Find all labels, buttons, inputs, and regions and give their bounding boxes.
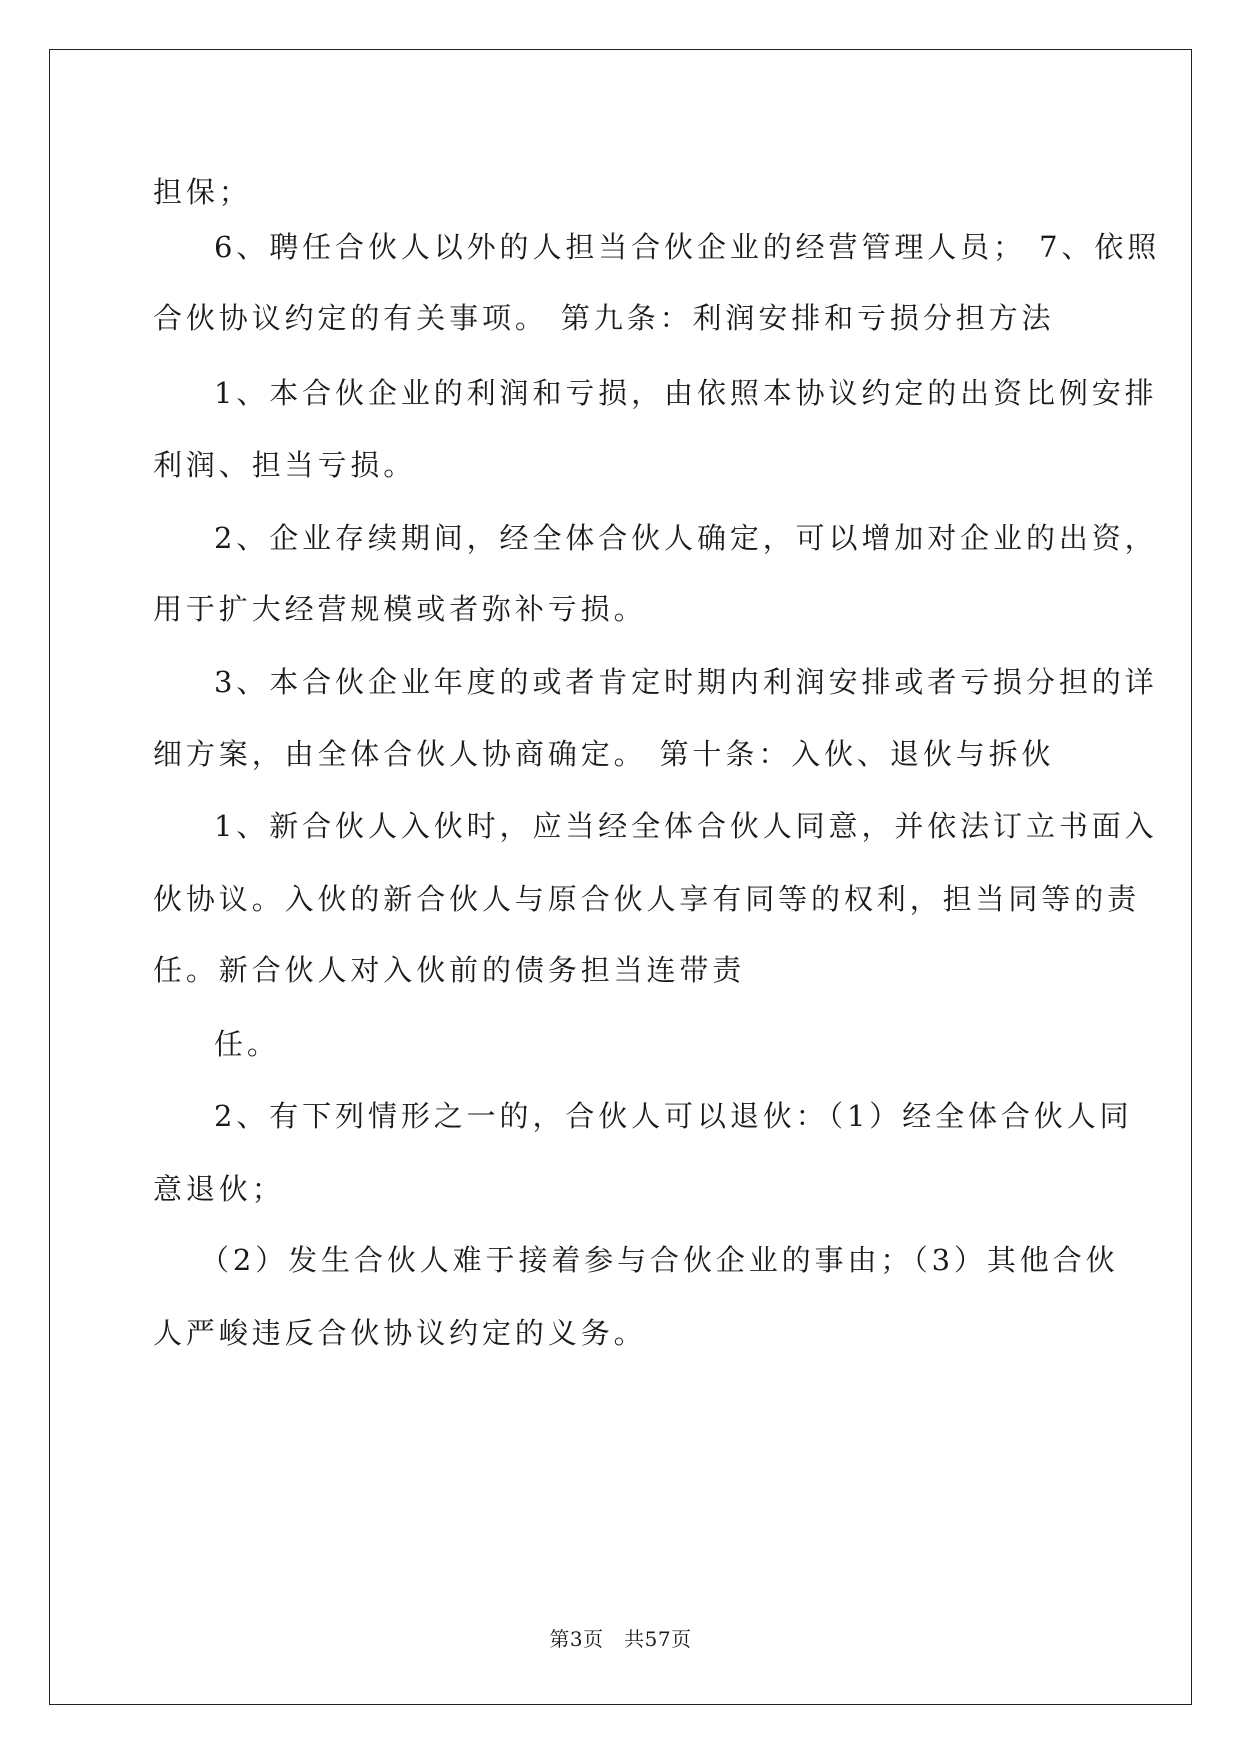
body-text-line: 任。 bbox=[214, 1027, 280, 1061]
body-text-line: （2）发生合伙人难于接着参与合伙企业的事由；（3）其他合伙 bbox=[200, 1243, 1119, 1277]
body-text-line: 意退伙； bbox=[153, 1172, 285, 1206]
body-text-line: 伙协议。入伙的新合伙人与原合伙人享有同等的权利，担当同等的责 bbox=[153, 882, 1141, 916]
body-text-line: 3、本合伙企业年度的或者肯定时期内利润安排或者亏损分担的详 bbox=[214, 665, 1158, 699]
body-text-line: 人严峻违反合伙协议约定的义务。 bbox=[153, 1316, 647, 1350]
body-text-line: 6、聘任合伙人以外的人担当合伙企业的经营管理人员； 7、依照 bbox=[214, 230, 1161, 264]
body-text-line: 2、有下列情形之一的，合伙人可以退伙：（1）经全体合伙人同 bbox=[214, 1099, 1133, 1133]
body-text-line: 1、本合伙企业的利润和亏损，由依照本协议约定的出资比例安排 bbox=[214, 376, 1158, 410]
body-text-line: 细方案，由全体合伙人协商确定。 第十条：入伙、退伙与拆伙 bbox=[153, 737, 1055, 771]
page-border bbox=[49, 49, 1192, 1705]
body-text-line: 1、新合伙人入伙时，应当经全体合伙人同意，并依法订立书面入 bbox=[214, 809, 1158, 843]
body-text-line: 2、企业存续期间，经全体合伙人确定，可以增加对企业的出资， bbox=[214, 521, 1158, 555]
body-text-line: 任。新合伙人对入伙前的债务担当连带责 bbox=[153, 953, 746, 987]
body-text-line: 担保； bbox=[153, 175, 252, 209]
body-text-line: 合伙协议约定的有关事项。 第九条：利润安排和亏损分担方法 bbox=[153, 301, 1055, 335]
page-number-footer: 第3页 共57页 bbox=[549, 1627, 692, 1651]
body-text-line: 利润、担当亏损。 bbox=[153, 448, 417, 482]
body-text-line: 用于扩大经营规模或者弥补亏损。 bbox=[153, 592, 647, 626]
